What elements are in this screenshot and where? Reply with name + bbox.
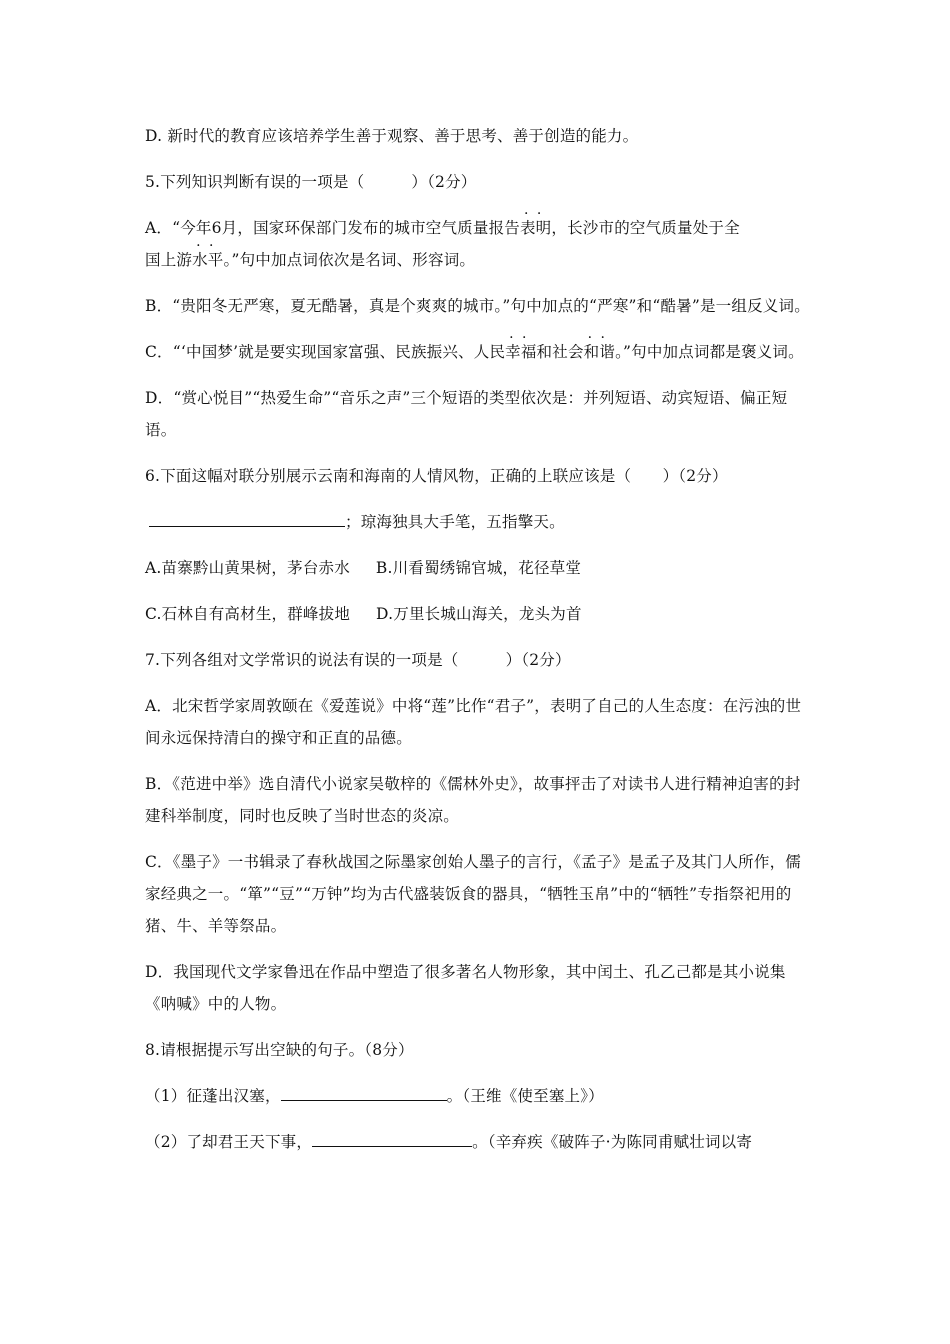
- question-6-option-a: A.苗寨黔山黄果树，茅台赤水: [145, 559, 350, 577]
- question-6-couplet: [145, 506, 810, 538]
- q5-c-text-3: 。”句中加点词都是褒义词。: [615, 343, 804, 361]
- question-7-option-d: D．我国现代文学家鲁迅在作品中塑造了很多著名人物形象，其中闰土、孔乙己都是其小说集《呐喊》中的人物。: [145, 963, 786, 1013]
- q8-1-prefix: （1）征蓬出汉塞，: [145, 1087, 281, 1105]
- question-6-option-c: C.石林自有高材生，群峰拔地: [145, 605, 351, 623]
- question-5-option-b: B．“贵阳冬无严寒，夏无酷暑，真是个爽爽的城市。”句中加点的“严寒”和“酷暑”是一组反义词。: [145, 297, 810, 315]
- question-7-option-a: A．北宋哲学家周敦颐在《爱莲说》中将“莲”比作“君子”，表明了自己的人生态度：在污浊的世间永远保持清白的操守和正直的品德。: [145, 697, 802, 747]
- q8-2-answer-blank[interactable]: [312, 1128, 472, 1147]
- q5-a-text-3: 国上游: [145, 251, 193, 269]
- question-5-option-a: [145, 212, 810, 276]
- question-6-stem: 6.下面这幅对联分别展示云南和海南的人情风物，正确的上联应该是（ ）（2分）: [145, 467, 728, 485]
- question-6-options-row-1: [145, 552, 810, 584]
- q5-a-dotted-word-1: · · 表明: [520, 212, 551, 244]
- question-6-option-d: D.万里长城山海关，龙头为首: [376, 605, 582, 623]
- option-d-text: D. 新时代的教育应该培养学生善于观察、善于思考、善于创造的能力。: [145, 127, 639, 145]
- question-5-option-c: [145, 336, 810, 368]
- couplet-second-line: ；琼海独具大手笔，五指擎天。: [345, 513, 565, 531]
- couplet-answer-blank[interactable]: [149, 508, 345, 527]
- q5-c-text-2: 和社会: [536, 343, 584, 361]
- question-7-stem: 7.下列各组对文学常识的说法有误的一项是（ ）（2分）: [145, 651, 571, 669]
- q5-c-dotted-word-1: · · 幸福: [505, 336, 536, 368]
- question-8-item-2: [145, 1126, 810, 1158]
- q5-c-dotted-word-2: · · 和谐: [584, 336, 615, 368]
- question-5-option-d: D．“赏心悦目”“热爱生命”“音乐之声”三个短语的类型依次是：并列短语、动宾短语、偏正短语。: [145, 389, 788, 439]
- q5-a-dotted-word-2: · · 水平: [192, 244, 223, 276]
- question-8-stem: 8.请根据提示写出空缺的句子。（8分）: [145, 1041, 414, 1059]
- q5-a-text-4: 。”句中加点词依次是名词、形容词。: [223, 251, 476, 269]
- document-page: [145, 120, 810, 1172]
- question-7-option-b: B．《范进中举》选自清代小说家吴敬梓的《儒林外史》，故事抨击了对读书人进行精神迫害的封建科举制度，同时也反映了当时世态的炎凉。: [145, 775, 801, 825]
- q8-2-suffix: 。（辛弃疾《破阵子·为陈同甫赋壮词以寄: [472, 1133, 753, 1151]
- question-7-option-c: C．《墨子》一书辑录了春秋战国之际墨家创始人墨子的言行，《孟子》是孟子及其门人所作，儒家经典之一。“箪”“豆”“万钟”均为古代盛装饭食的器具，“牺牲玉帛”中的“牺牲”专指祭祀用的猪、牛、羊等祭品。: [145, 853, 801, 935]
- question-5-stem: 5.下列知识判断有误的一项是（ ）（2分）: [145, 173, 477, 191]
- q5-c-text-1: C．“‘中国梦’就是要实现国家富强、民族振兴、人民: [145, 343, 506, 361]
- q8-1-suffix: 。（王维《使至塞上》）: [446, 1087, 604, 1105]
- question-6-options-row-2: [145, 598, 810, 630]
- q5-a-text-2: ，长沙市的空气质量处于全: [551, 219, 740, 237]
- question-6-option-b: B.川看蜀绣锦官城，花径草堂: [375, 559, 582, 577]
- q5-a-text-1: A．“今年6月，国家环保部门发布的城市空气质量报告: [145, 219, 520, 237]
- q8-2-prefix: （2）了却君王天下事，: [145, 1133, 313, 1151]
- question-8-item-1: [145, 1080, 810, 1112]
- q8-1-answer-blank[interactable]: [281, 1082, 447, 1101]
